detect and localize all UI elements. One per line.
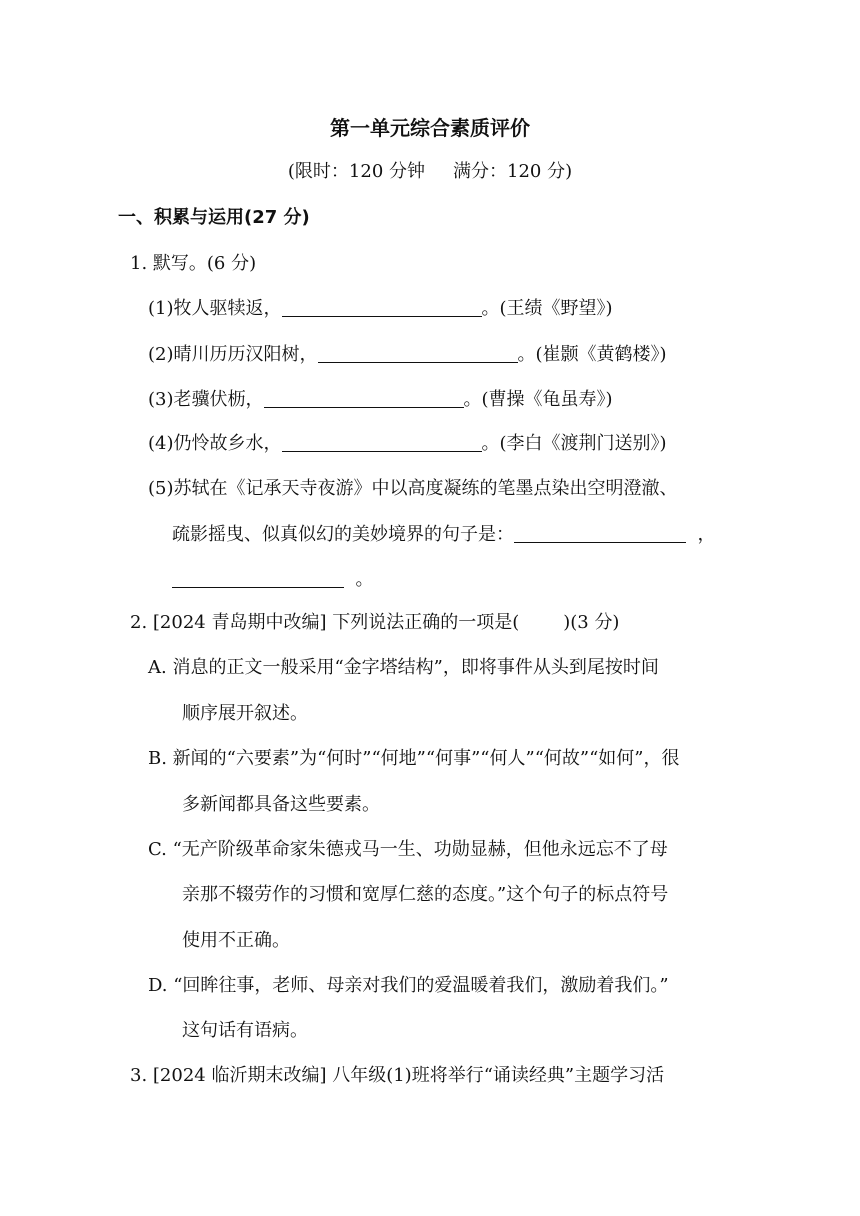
q1-item-5-line1: (5)苏轼在《记承天寺夜游》中以高度凝练的笔墨点染出空明澄澈、 — [148, 478, 678, 499]
exam-info — [0, 160, 860, 184]
answer-blank[interactable] — [318, 344, 518, 363]
option-b-line1: B. 新闻的“六要素”为“何时”“何地”“何事”“何人”“何故”“如何”，很 — [148, 748, 680, 769]
option-d-line1: D. “回眸往事，老师、母亲对我们的爱温暖着我们，激励着我们。” — [148, 975, 669, 996]
section-heading: 一、积累与运用(27 分) — [118, 207, 310, 228]
answer-blank[interactable] — [172, 569, 344, 588]
option-d-line2: 这句话有语病。 — [182, 1020, 308, 1041]
answer-blank[interactable] — [264, 389, 464, 408]
q1-item-1: (1)牧人驱犊返， 。(王绩《野望》) — [148, 298, 613, 319]
option-c-line3: 使用不正确。 — [182, 930, 290, 951]
q1-item-5-line2: 疏影摇曳、似真似幻的美妙境界的句子是： ， — [172, 524, 716, 545]
question-1-stem: 1. 默写。(6 分) — [130, 253, 257, 274]
answer-blank[interactable] — [514, 524, 686, 543]
q1-item-3: (3)老骥伏枥， 。(曹操《龟虽寿》) — [148, 389, 613, 410]
answer-blank[interactable] — [282, 298, 482, 317]
option-a-line2: 顺序展开叙述。 — [182, 703, 308, 724]
q1-item-4: (4)仍怜故乡水， 。(李白《渡荆门送别》) — [148, 433, 667, 454]
option-c-line2: 亲那不辍劳作的习惯和宽厚仁慈的态度。”这个句子的标点符号 — [182, 884, 669, 905]
full-score: 满分：120 分) — [453, 161, 573, 182]
page-title: 第一单元综合素质评价 — [330, 116, 530, 140]
option-b-line2: 多新闻都具备这些要素。 — [182, 794, 380, 815]
option-c-line1: C. “无产阶级革命家朱德戎马一生、功勋显赫，但他永远忘不了母 — [148, 839, 668, 860]
q1-item-2: (2)晴川历历汉阳树， 。(崔颢《黄鹤楼》) — [148, 344, 667, 365]
question-3-stem: 3. [2024 临沂期末改编] 八年级(1)班将举行“诵读经典”主题学习活 — [130, 1065, 665, 1086]
answer-blank[interactable] — [282, 433, 482, 452]
question-2-stem: 2. [2024 青岛期中改编] 下列说法正确的一项是( )(3 分) — [130, 612, 620, 633]
option-a-line1: A. 消息的正文一般采用“金字塔结构”，即将事件从头到尾按时间 — [148, 657, 659, 678]
time-limit: (限时：120 分钟 — [287, 161, 425, 182]
q1-item-5-line3: 。 — [172, 568, 373, 592]
